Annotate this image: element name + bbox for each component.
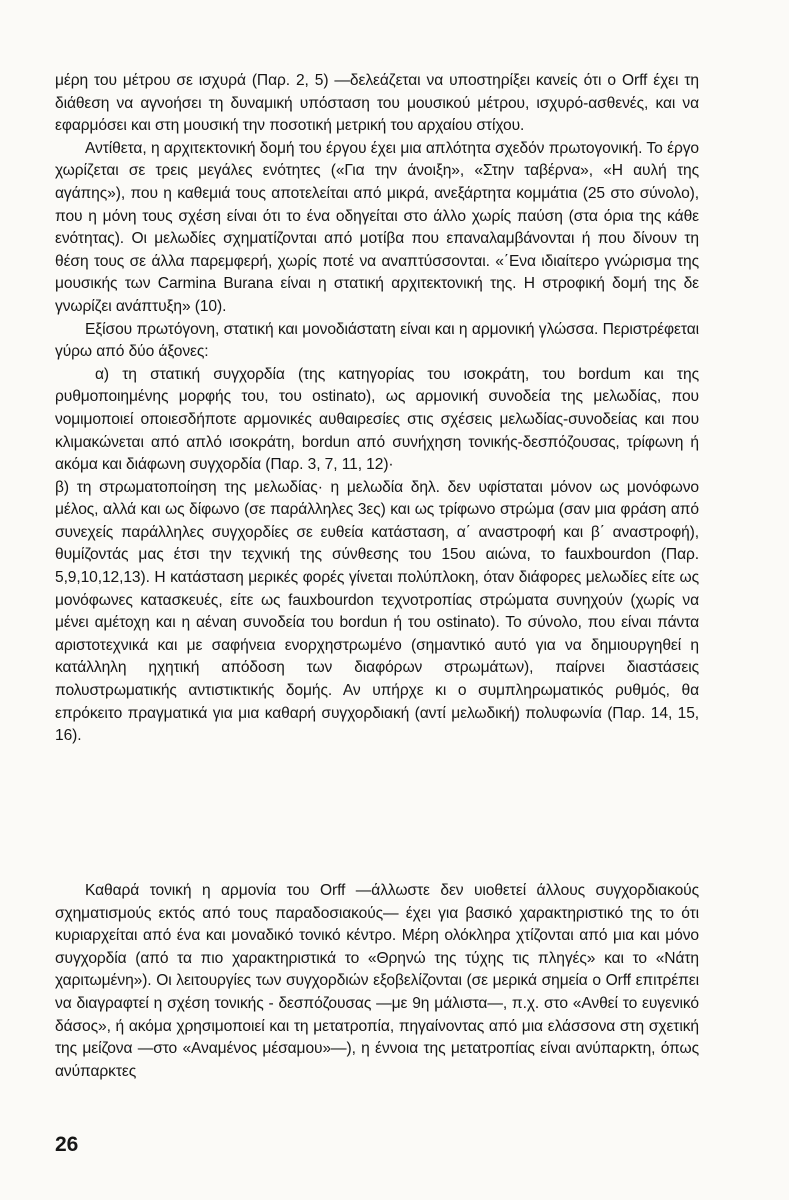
- paragraph-harmony-intro: Εξίσου πρωτόγονη, στατική και μονοδιάστατη είναι και η αρμονική γλώσσα. Περιστρέφεται γύρω από δύο άξονες:: [55, 320, 699, 361]
- list-item-a: α) τη στατική συγχορδία (της κατηγορίας του ισοκράτη, του bordum και της ρυθμοποιημένης μορφής του, του ostinato), ως αρμονική συνοδεία της μελωδίας, που νομιμοποιεί οποιεσδήποτε αρμονικές αυθαιρεσίες στις σχέσεις μελωδίας-συνοδείας και που κλιμακώνεται από απλό ισοκράτη, bordun από συνήχηση τονικής-δεσπόζουσας, τρίφωνη ή ακόμα και διάφωνη συγχορδία (Παρ. 3, 7, 11, 12)·: [55, 365, 699, 474]
- paragraph-tonal-harmony: Καθαρά τονική η αρμονία του Orff —άλλωστε δεν υιοθετεί άλλους συγχορδιακούς σχηματισμούς εκτός από τους παραδοσιακούς— έχει για βασικό χαρακτηριστικό της το ότι κυριαρχείται από ένα και μοναδικό τονικό κέντρο. Μέρη ολόκληρα χτίζονται από μια και μόνο συγχορδία (από τα πιο χαρακτηριστικά το «Θρηνώ της τύχης τις πληγές» και το «Νάτη χαριτωμένη»). Οι λειτουργίες των συγχορδιών εξοβελίζονται (σε μερικά σημεία ο Orff επιτρέπει να διαγραφτεί η σχέση τονικής - δεσπόζουσας —με 9η μάλιστα—, π.χ. στο «Ανθεί το ευγενικό δάσος», ή ακόμα χρησιμοποιεί και τη μετατροπία, πηγαίνοντας από μια ελάσσονα στη σχετική της μείζονα —στο «Αναμένος μέσαμου»—), η έννοια της μετατροπίας είναι ανύπαρκτη, όπως ανύπαρκτες: [55, 882, 699, 1080]
- body-text-lower: [55, 880, 699, 1083]
- list-item-b: β) τη στρωματοποίηση της μελωδίας· η μελωδία δηλ. δεν υφίσταται μόνον ως μονόφωνο μέλος, αλλά και ως δίφωνο (σε παράλληλες 3ες) και ως τρίφωνο στρώμα (σαν μια φράση από συνεχείς παράλληλες συγχορδίες σε ευθεία κατάσταση, α΄ αναστροφή και β΄ αναστροφή), θυμίζοντάς μας έτσι την τεχνική της σύνθεσης του 15ου αιώνα, το fauxbourdon (Παρ. 5,9,10,12,13). Η κατάσταση μερικές φορές γίνεται πολύπλοκη, όταν διάφορες μελωδίες είτε ως μονόφωνες κατασκευές, είτε ως fauxbourdon τεχνοτροπίας στρώματα συνηχούν (χωρίς να μένει αμέτοχη και η αέναη συνοδεία του bordun ή του ostinato). Το σύνολο, που είναι πάντα αριστοτεχνικά και με σαφήνεια ενορχηστρωμένο (σημαντικό αυτό για να δημιουργηθεί η κατάλληλη ηχητική απόδοση των διαφόρων στρωμάτων), παίρνει διαστάσεις πολυστρωματικής αντιστικτικής δομής. Αν υπήρχε κι ο συμπληρωματικός ρυθμός, θα επρόκειτο πραγματικά για μια καθαρή συγχορδιακή (αντί μελωδική) πολυφωνία (Παρ. 14, 15, 16).: [55, 478, 699, 745]
- paragraph-architecture: Αντίθετα, η αρχιτεκτονική δομή του έργου έχει μια απλότητα σχεδόν πρωτογονική. Το έργο χωρίζεται σε τρεις μεγάλες ενότητες («Για την άνοιξη», «Στην ταβέρνα», «Η αυλή της αγάπης»), που η καθεμιά τους αποτελείται από μικρά, ανεξάρτητα κομμάτια (25 στο σύνολο), που η μόνη τους σχέση είναι ότι το ένα οδηγείται στο άλλο χωρίς παύση (στα όρια της κάθε ενότητας). Οι μελωδίες σχηματίζονται από μοτίβα που επαναλαμβάνονται ή που δίνουν τη θέση τους σε άλλα παρεμφερή, χωρίς ποτέ να αναπτύσσονται. «΄Ενα ιδιαίτερο γνώρισμα της μουσικής των Carmina Burana είναι η στατική αρχιτεκτονική της. Η στροφική δομή της δε γνωρίζει ανάπτυξη» (10).: [55, 139, 699, 315]
- paragraph-meter: μέρη του μέτρου σε ισχυρά (Παρ. 2, 5) —δελεάζεται να υποστηρίξει κανείς ότι ο Orff έχει τη διάθεση να αγνοήσει τη δυναμική υπόσταση του μουσικού μέτρου, ισχυρό-ασθενές, και να εφαρμόσει και στη μουσική την ποσοτική μετρική του αρχαίου στίχου.: [55, 72, 699, 135]
- body-text-upper: [55, 70, 699, 748]
- page-number: 26: [55, 1133, 79, 1156]
